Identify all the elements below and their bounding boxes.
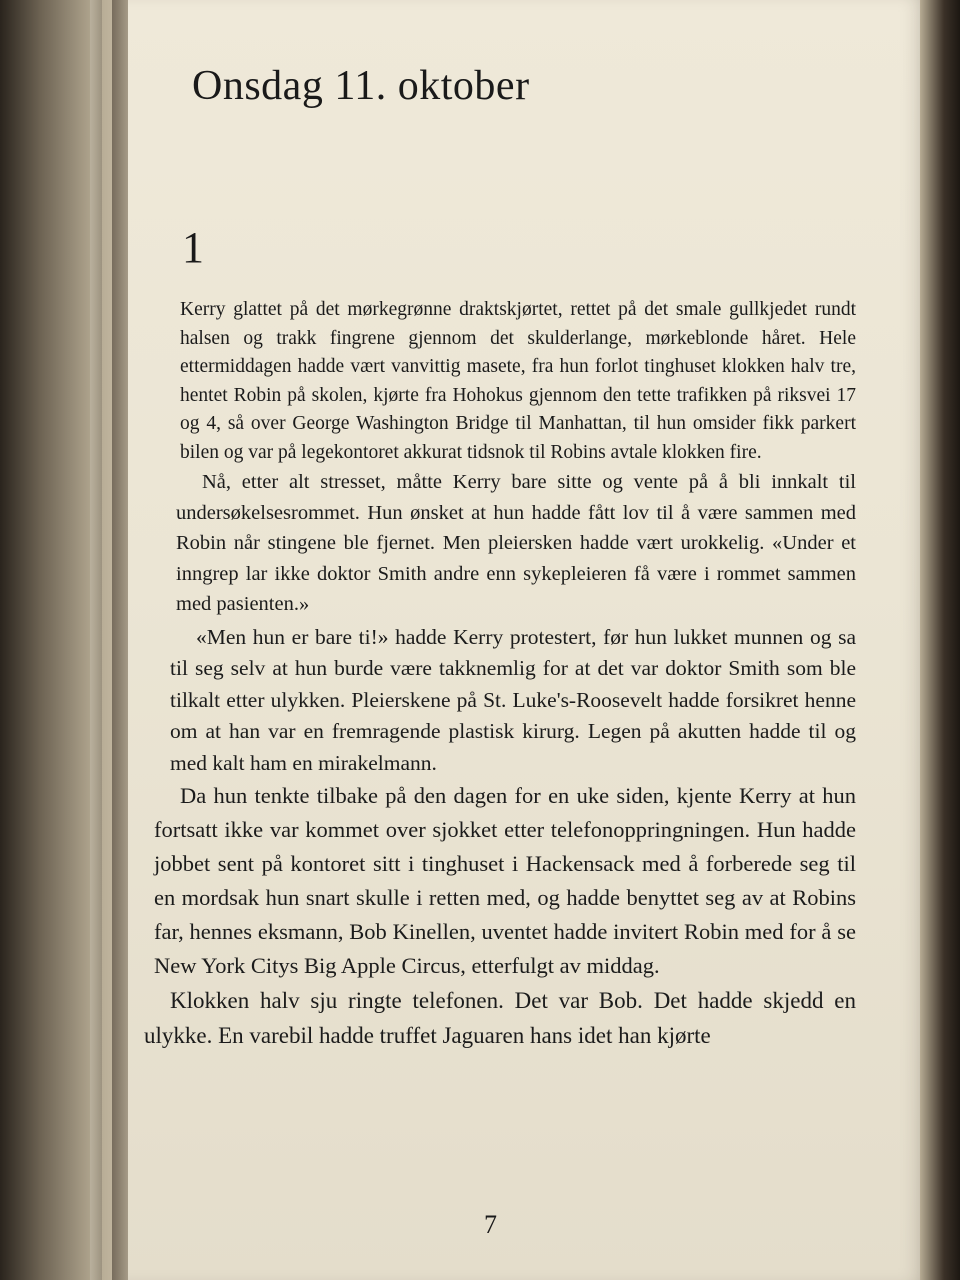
body-text bbox=[144, 296, 856, 1053]
paragraph-3: «Men hun er bare ti!» hadde Kerry protestert, før hun lukket munnen og sa til seg selv at hun burde være takknemlig for at det var doktor Smith som ble tilkalt etter ulykken. Pleierskene på St. Luke's-Roosevelt hadde forsikret henne om at han var en fremragende plastisk kirurg. Legen på akutten hadde til og med kalt ham en mirakelmann. bbox=[170, 624, 856, 775]
right-background-edge bbox=[920, 0, 960, 1280]
book-page bbox=[128, 0, 928, 1280]
chapter-title: Onsdag 11. oktober bbox=[192, 63, 530, 109]
chapter-number: 1 bbox=[182, 223, 204, 272]
left-page-strip bbox=[90, 0, 102, 1280]
paragraph-1: Kerry glattet på det mørkegrønne draktskjørtet, rettet på det smale gullkjedet rundt halsen og trakk fingrene gjennom det skulderlange, mørkeblonde håret. Hele ettermiddagen hadde vært vanvittig masete, fra hun forlot tinghuset klokken halv tre, hentet Robin på skolen, kjørte fra Hohokus gjennom den tette trafikken på riksvei 17 og 4, så over George Washington Bridge til Manhattan, til hun omsider fikk parkert bilen og var på legekontoret akkurat tidsnok til Robins avtale klokken fire. bbox=[180, 299, 856, 463]
paragraph-4: Da hun tenkte tilbake på den dagen for en uke siden, kjente Kerry at hun fortsatt ikke var kommet over sjokket etter telefonoppringningen. Hun hadde jobbet sent på kontoret sitt i tinghuset i Hackensack med å forberede seg til en mordsak hun snart skulle i retten med, og hadde benyttet seg av at Robins far, hennes eksmann, Bob Kinellen, uventet hadde invitert Robin med for å se New York Citys Big Apple Circus, etterfulgt av middag. bbox=[154, 783, 856, 978]
paragraph-5: Klokken halv sju ringte telefonen. Det var Bob. Det hadde skjedd en ulykke. En varebil hadde truffet Jaguaren hans idet han kjørte bbox=[144, 988, 856, 1048]
paragraph-2: Nå, etter alt stresset, måtte Kerry bare sitte og vente på å bli innkalt til undersøkelsesrommet. Hun ønsket at hun hadde fått lov til å være sammen med Robin når stingene ble fjernet. Men pleiersken hadde vært urokkelig. «Under et inngrep lar ikke doktor Smith andre enn sykepleieren få være i rommet sammen med pasienten.» bbox=[176, 471, 856, 615]
page-number: 7 bbox=[484, 1210, 497, 1239]
